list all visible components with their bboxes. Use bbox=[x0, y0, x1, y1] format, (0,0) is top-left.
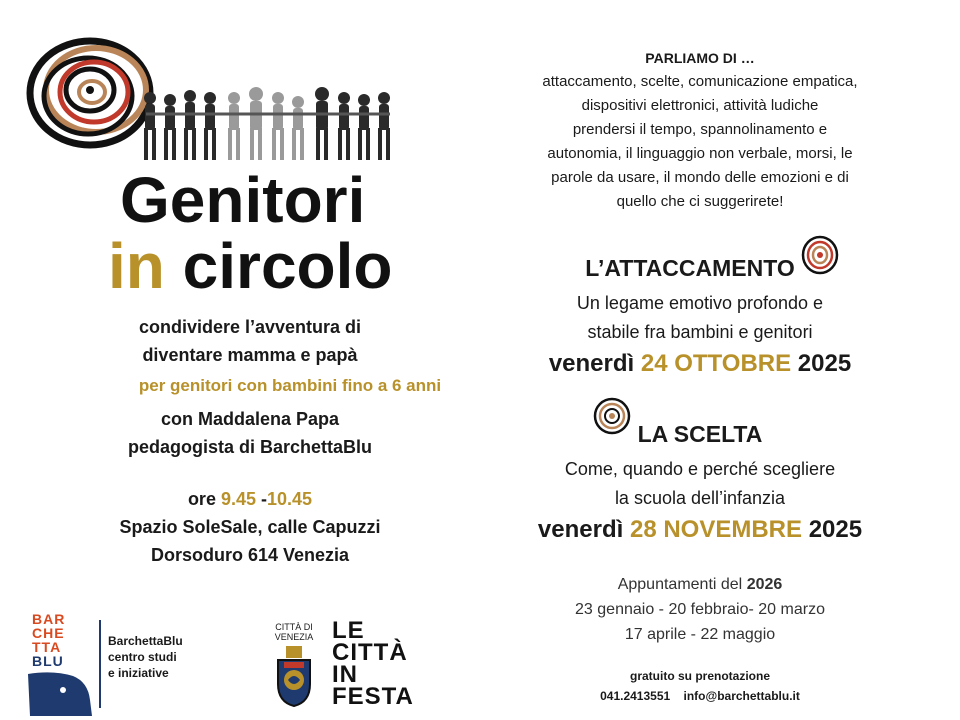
topics-block bbox=[490, 46, 910, 214]
session2-desc-line1: Come, quando e perché scegliere bbox=[564, 459, 836, 479]
session2-date bbox=[490, 516, 910, 544]
place-line1: Spazio SoleSale, calle Capuzzi bbox=[119, 517, 381, 537]
topics-line5: parole da usare, il mondo delle emozioni e di bbox=[551, 169, 849, 186]
session2-day-month: 28 NOVEMBRE bbox=[629, 516, 803, 543]
place-line2: Dorsoduro 614 Venezia bbox=[150, 545, 350, 565]
title-word-in: in bbox=[108, 230, 165, 302]
speaker-info bbox=[70, 405, 430, 461]
topics-line3: prendersi il tempo, spannolinamento e bbox=[572, 121, 828, 138]
contact-info bbox=[490, 666, 910, 706]
session1-day-month: 24 OTTOBRE bbox=[640, 350, 792, 377]
barchettablu-description bbox=[108, 633, 208, 681]
session2-title: LA SCELTA bbox=[637, 421, 763, 447]
session2-desc-line2: la scuola dell’infanzia bbox=[614, 488, 786, 508]
bb-text-line3: e iniziative bbox=[108, 666, 169, 680]
logo-bar: BAR bbox=[32, 611, 66, 627]
session2-year: 2025 bbox=[808, 516, 863, 543]
speaker-line1: con Maddalena Papa bbox=[160, 409, 340, 429]
topics-line6: quello che ci suggerirete! bbox=[616, 193, 784, 210]
le-citta-in-festa-logo bbox=[332, 617, 432, 710]
tagline-line2: diventare mamma e papà bbox=[142, 345, 358, 365]
topics-line4: autonomia, il linguaggio non verbale, morsi, le bbox=[547, 145, 853, 162]
bb-text-line1: BarchettaBlu bbox=[108, 634, 183, 648]
future-line1: 23 gennaio - 20 febbraio- 20 marzo bbox=[575, 601, 825, 618]
bb-text-line2: centro studi bbox=[108, 650, 177, 664]
time-label: ore bbox=[187, 489, 216, 509]
audience-text: per genitori con bambini fino a 6 anni bbox=[138, 376, 442, 395]
session1-weekday: venerdì bbox=[548, 350, 635, 377]
title-line2 bbox=[108, 230, 428, 302]
contact-phone[interactable]: 041.2413551 bbox=[600, 689, 671, 703]
contact-email[interactable]: info@barchettablu.it bbox=[683, 689, 800, 703]
venezia-line1: CITTÀ DI bbox=[275, 622, 313, 632]
festa-line4: FESTA bbox=[332, 683, 414, 710]
citta-di-venezia-label bbox=[264, 622, 324, 642]
future-label: Appuntamenti del bbox=[617, 576, 743, 593]
logo-tta: TTA bbox=[32, 639, 62, 655]
session2-description bbox=[490, 455, 910, 513]
future-year: 2026 bbox=[746, 576, 783, 593]
tagline bbox=[60, 313, 440, 369]
scribble-spiral-icon bbox=[30, 41, 150, 145]
session1-description bbox=[490, 289, 910, 347]
session2-weekday: venerdì bbox=[537, 516, 624, 543]
topics-line2: dispositivi elettronici, attività ludiche bbox=[581, 97, 819, 114]
people-silhouettes-icon bbox=[144, 87, 390, 160]
time-start: 9.45 bbox=[220, 489, 257, 509]
venezia-line2: VENEZIA bbox=[274, 632, 314, 642]
title-word-circolo: circolo bbox=[182, 230, 393, 302]
barchettablu-logo-text bbox=[32, 612, 92, 668]
festa-line2: CITTÀ bbox=[332, 639, 408, 666]
time-separator: - bbox=[256, 489, 268, 509]
festa-line1: LE bbox=[332, 617, 365, 644]
title-line1: Genitori bbox=[120, 164, 366, 236]
topics-line1: attaccamento, scelte, comunicazione empatica, bbox=[542, 73, 858, 90]
logo-che: CHE bbox=[32, 625, 65, 641]
session1-desc-line2: stabile fra bambini e genitori bbox=[587, 322, 813, 342]
session1-date bbox=[490, 350, 910, 378]
time-line bbox=[100, 485, 400, 513]
logo-blu: BLU bbox=[32, 653, 64, 669]
contact-line bbox=[490, 686, 910, 706]
session1-desc-line1: Un legame emotivo profondo e bbox=[576, 293, 824, 313]
booking-note: gratuito su prenotazione bbox=[629, 669, 770, 683]
future-dates bbox=[490, 572, 910, 647]
future-line2: 17 aprile - 22 maggio bbox=[624, 626, 776, 643]
tagline-line1: condividere l’avventura di bbox=[138, 317, 362, 337]
topics-heading: PARLIAMO DI … bbox=[645, 50, 755, 66]
time-end: 10.45 bbox=[267, 489, 313, 509]
circle-people-illustration bbox=[18, 18, 398, 168]
schedule-info bbox=[100, 485, 400, 569]
speaker-line2: pedagogista di BarchettaBlu bbox=[127, 437, 373, 457]
session1-year: 2025 bbox=[797, 350, 852, 377]
session1-title: L’ATTACCAMENTO bbox=[585, 255, 795, 281]
festa-line3: IN bbox=[332, 661, 358, 688]
venezia-coat-of-arms-icon bbox=[272, 644, 316, 708]
future-heading bbox=[490, 572, 910, 597]
